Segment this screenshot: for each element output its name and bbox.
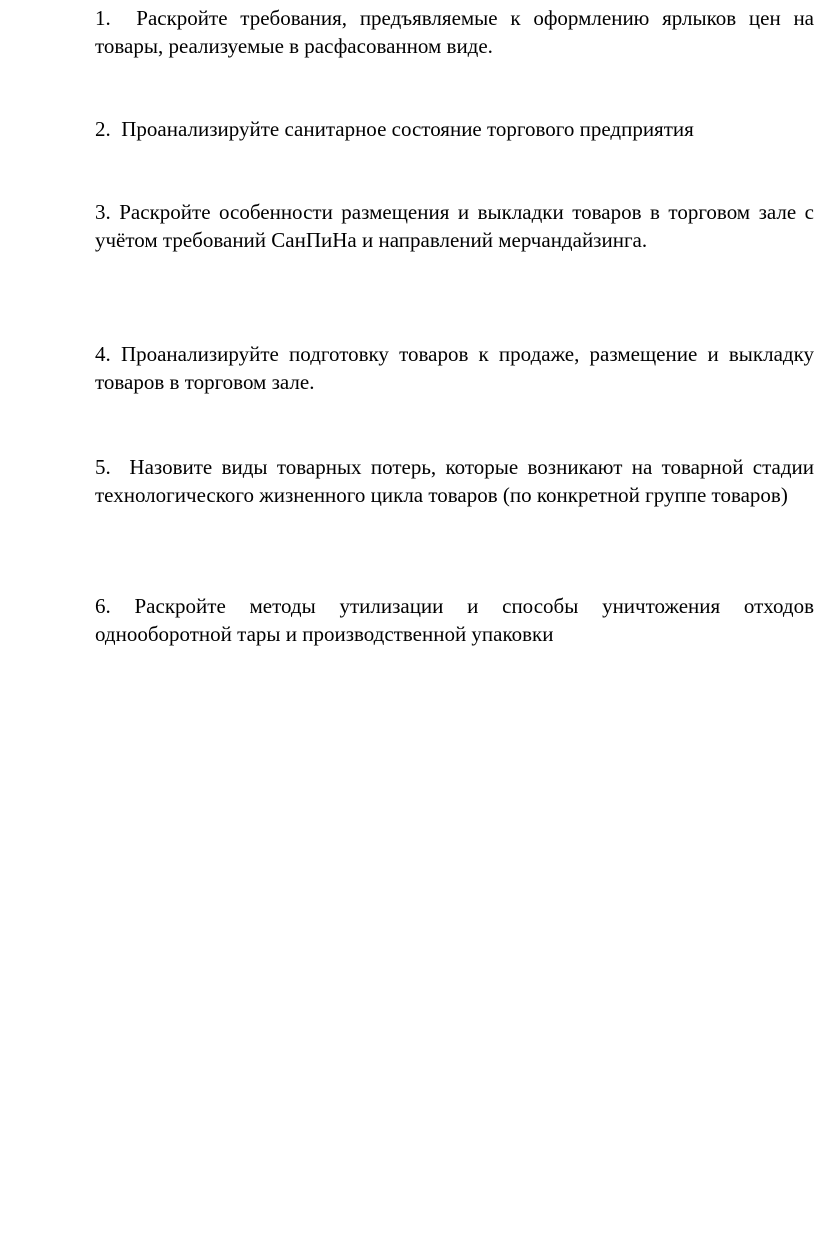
question-text: Раскройте требования, предъявляемые к оформлению ярлыков цен на товары, реализуемые в расфасованном виде.	[95, 6, 814, 58]
question-text: Раскройте особенности размещения и выкладки товаров в торговом зале с учётом требований СанПиНа и направлений мерчандайзинга.	[95, 200, 815, 252]
question-text: Проанализируйте подготовку товаров к продаже, размещение и выкладку товаров в торговом зале.	[95, 342, 814, 394]
question-number: 2.	[95, 117, 111, 141]
question-number: 3.	[95, 200, 111, 224]
question-5	[95, 453, 814, 509]
question-text: Проанализируйте санитарное состояние торгового предприятия	[121, 117, 694, 141]
question-number: 1.	[95, 6, 111, 30]
question-2	[95, 115, 814, 143]
question-3	[95, 198, 814, 254]
question-6	[95, 592, 814, 648]
question-number: 5.	[95, 455, 111, 479]
question-number: 6.	[95, 594, 111, 618]
question-number: 4.	[95, 342, 111, 366]
question-4	[95, 340, 814, 396]
question-text: Назовите виды товарных потерь, которые возникают на товарной стадии технологического жизненного цикла товаров (по конкретной группе товаров)	[95, 455, 814, 507]
question-1	[95, 4, 814, 60]
question-text: Раскройте методы утилизации и способы уничтожения отходов однооборотной тары и производственной упаковки	[95, 594, 815, 646]
